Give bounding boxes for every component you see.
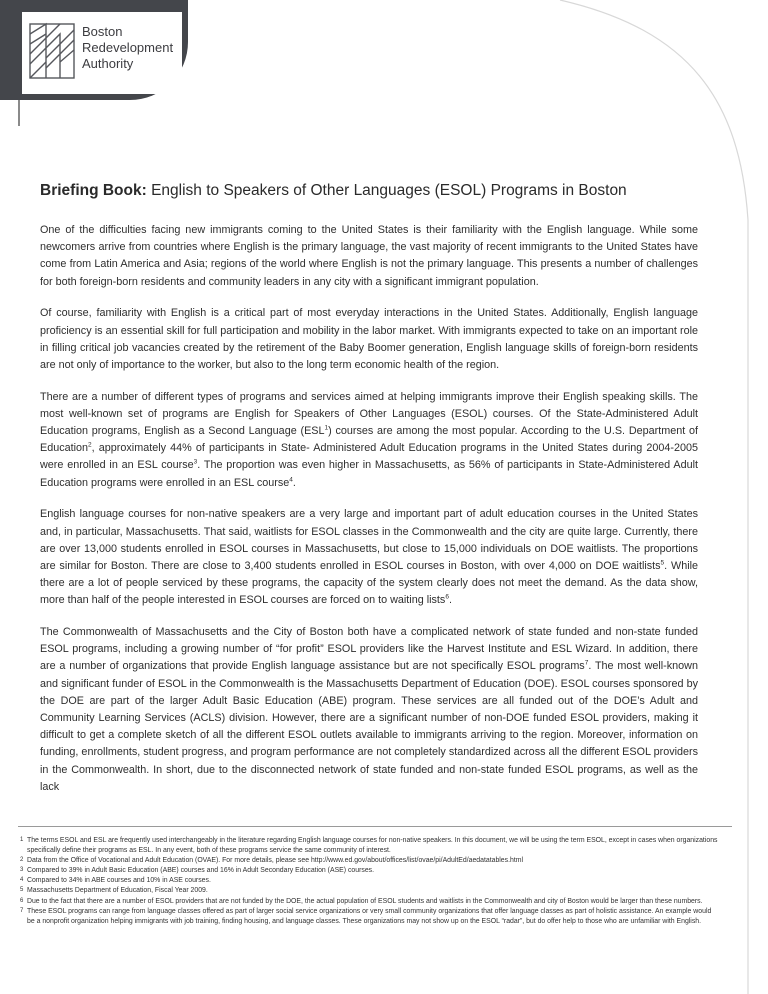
- paragraph-text: English language courses for non-native speakers are a very large and important part of adult education courses in the United States and, in particular, Massachusetts. That said, waitlists for ESOL classes in the Commonwealth and the city are quite large. Currently, there are over 13,000 students enrolled in ESOL courses in Massachusetts, but close to 15,000 individuals on DOE waitlists. The proportions are similar for Boston. There are close to 3,400 students enrolled in ESOL courses in Boston, with over 4,000 on DOE waitlists: [40, 508, 698, 572]
- footnote: [20, 907, 720, 927]
- footnote-text: These ESOL programs can range from language classes offered as part of larger social service organizations or very small community organizations that offer language classes as part of holistic assistance. An example would be a nonprofit organization helping immigrants with job training, finding housing, and language classes. These organizations may not show up on the ESOL “radar”, but do offer help to those who are unfamiliar with English.: [27, 907, 712, 925]
- document-body: [40, 222, 698, 811]
- title-prefix: Briefing Book:: [40, 182, 147, 199]
- footnote-text: Compared to 39% in Adult Basic Education (ABE) courses and 16% in Adult Secondary Education (ASE) courses.: [27, 867, 375, 875]
- paragraph-text: The Commonwealth of Massachusetts and the City of Boston both have a complicated network of state funded and non-state funded ESOL programs, including a growing number of “for profit” ESOL providers like the Harvest Institute and ESL Wizard. In addition, there are a number of organizations that provide English language assistance but are not specifically ESOL programs: [40, 626, 698, 673]
- footnote-ref: 2: [88, 441, 92, 449]
- footnote-ref: 4: [289, 476, 293, 484]
- footnote-ref: 7: [584, 659, 589, 667]
- footnote: [20, 897, 720, 907]
- logo-line-1: Boston: [82, 24, 123, 39]
- page-title: [40, 182, 730, 200]
- footnote-ref: 6: [445, 593, 449, 601]
- footnote-ref: 1: [324, 424, 329, 432]
- footnote-divider: [18, 826, 732, 827]
- footnote: [20, 836, 720, 856]
- footnote-text: Due to the fact that there are a number of ESOL providers that are not funded by the DOE, the actual population of ESOL students and waitlists in the Commonwealth and city of Boston would be larger than these numbers.: [27, 897, 703, 905]
- paragraph-text: .: [448, 594, 452, 607]
- paragraph-text: . The most well-known and significant funder of ESOL in the Commonwealth is the Massachusetts Department of Education (DOE). ESOL courses sponsored by the DOE are part of the larger Adult Basic Education (ABE) program. These services are all funded out of the DOE’s Adult and Community Learning Services (ACLS) division. However, there are a significant number of non-DOE funded ESOL providers, making it difficult to get a complete sketch of all the different ESOL outlets available to immigrants arriving to the region. Moreover, information on funding, enrollments, student progress, and program performance are not completely standardized across all the different ESOL providers in the Commonwealth. In short, due to the disconnected network of state funded and non-state funded ESOL programs, as well as the lack: [40, 660, 698, 793]
- footnote-text: Massachusetts Department of Education, Fiscal Year 2009.: [27, 887, 208, 895]
- title-text: English to Speakers of Other Languages (ESOL) Programs in Boston: [151, 182, 627, 199]
- logo-line-2: Redevelopment: [82, 40, 174, 55]
- paragraph: [40, 624, 698, 796]
- paragraph: Of course, familiarity with English is a critical part of most everyday interactions in the United States. Additionally, English language proficiency is an essential skill for full participation and mobility in the labor market. With immigrants expected to take on an important role in filling critical job vacancies created by the retirement of the Baby Boomer generation, English language skills of foreign-born residents are not only of importance to the worker, but also to the long term economic health of the region.: [40, 307, 698, 371]
- footnote-number: 3: [20, 867, 24, 874]
- footnote-text: Compared to 34% in ABE courses and 10% in ASE courses.: [27, 877, 211, 885]
- footnote: [20, 876, 720, 886]
- footnote: [20, 886, 720, 896]
- paragraph: [40, 506, 698, 609]
- paragraph: One of the difficulties facing new immigrants coming to the United States is their familiarity with the English language. While some newcomers arrive from countries where English is the primary language, the vast majority of recent immigrants to the United States have come from Latin America and Asia; regions of the world where English is not the primary language. This presents a number of challenges for both foreign-born residents and community leaders in any city with a significant immigrant population.: [40, 224, 698, 288]
- footnotes: [20, 836, 720, 927]
- paragraph-text: . While there are a lot of people serviced by these programs, the capacity of the system clearly does not meet the demand. As the data show, more than half of the people interested in ESOL courses are forced on to waiting lists: [40, 559, 698, 607]
- footnote-number: 1: [20, 837, 24, 843]
- paragraph-text: ) courses are among the most popular. According to the U.S. Department of Education: [40, 425, 698, 455]
- footnote-ref: 5: [660, 559, 665, 567]
- paragraph-text: . The proportion was even higher in Massachusetts, as 56% of participants in State-Administered Adult Education programs were enrolled in an ESL course: [40, 459, 698, 489]
- paragraph: [40, 389, 698, 492]
- paragraph-text: .: [292, 476, 296, 489]
- footnote-text: Data from the Office of Vocational and Adult Education (OVAE). For more details, please see http://www.ed.gov/about/offices/list/ovae/pi/AdultEd/aedatatables.html: [27, 857, 524, 865]
- footnote-number: 5: [20, 887, 24, 894]
- paragraph-text: There are a number of different types of programs and services aimed at helping immigrants improve their English speaking skills. The most well-known set of programs are English for Speakers of Other Languages (ESOL) courses. Of the State-Administered Adult Education programs, English as a Second Language (ESL: [40, 390, 698, 438]
- footnote: [20, 856, 720, 866]
- footnote-ref: 3: [193, 458, 198, 466]
- footnote: [20, 866, 720, 876]
- footnote-number: 7: [20, 907, 24, 914]
- footnote-number: 6: [20, 897, 24, 904]
- footnote-number: 4: [20, 877, 24, 884]
- paragraph-text: , approximately 44% of participants in State- Administered Adult Education programs in the United States during 2004-2005 were enrolled in an ESL course: [40, 442, 698, 472]
- footnote-text: The terms ESOL and ESL are frequently used interchangeably in the literature regarding English language courses for non-native speakers. In this document, we will be using the term ESOL, except in cases when organizations specifically define their programs as ESL. In any event, both of these programs service the same community of interest.: [27, 837, 718, 855]
- logo-line-3: Authority: [82, 56, 134, 71]
- footnote-number: 2: [20, 857, 24, 864]
